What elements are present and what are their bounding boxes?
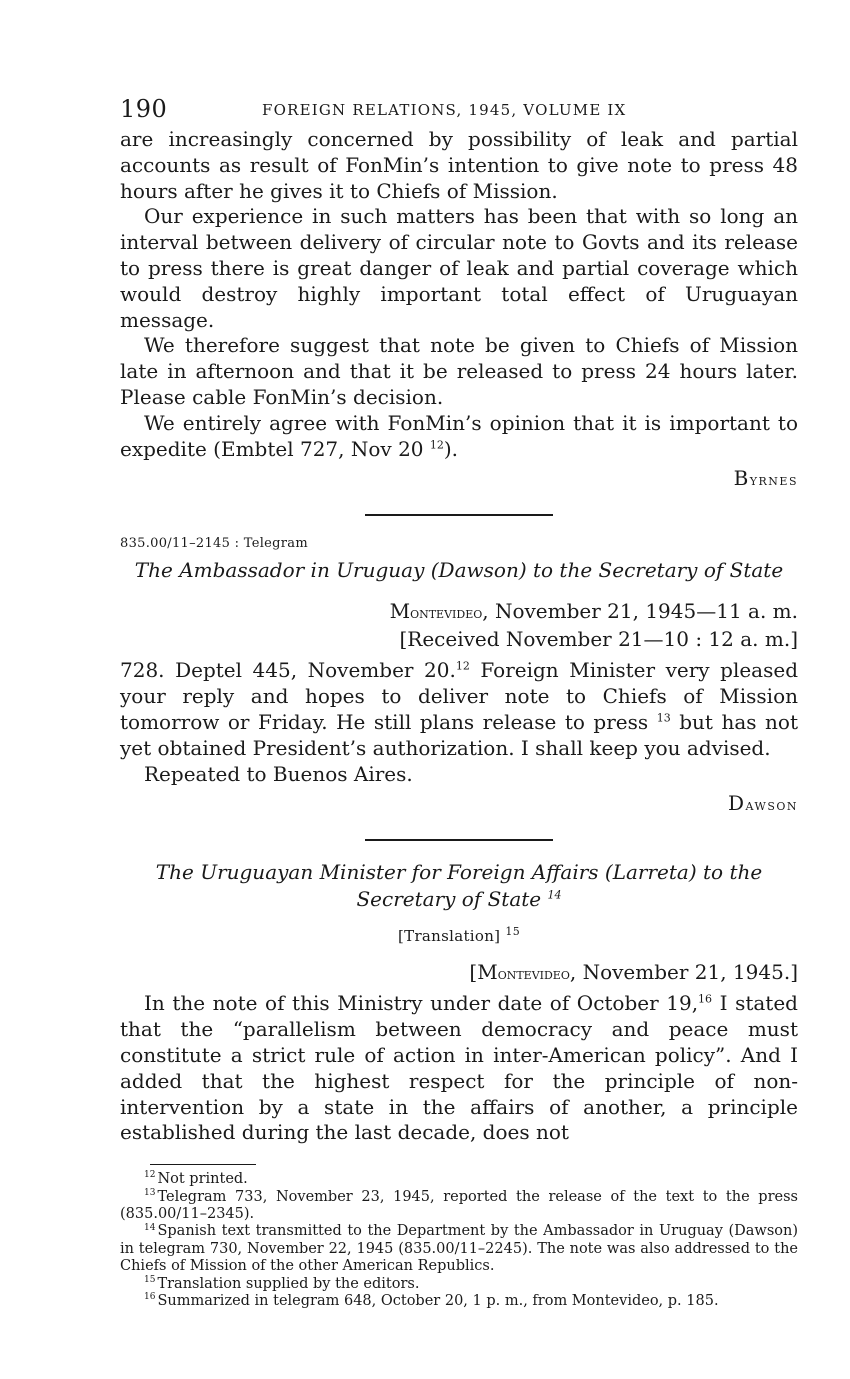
footnote-ref: 12 bbox=[429, 437, 444, 451]
file-number: 835.00/11–2145 : Telegram bbox=[120, 536, 308, 552]
date: , November 21, 1945.] bbox=[569, 960, 798, 985]
bracket: [ bbox=[469, 960, 478, 985]
footnote-text: Translation supplied by the editors. bbox=[157, 1275, 420, 1292]
paragraph-text: Foreign Minister very pleased your reply and hopes to deliver note to Chiefs of Mission tomorrow or Friday. He still plans release to press bbox=[120, 658, 798, 734]
dateline bbox=[120, 598, 798, 626]
signature-rest: awson bbox=[745, 795, 798, 815]
footnote-text: Spanish text transmitted to the Department by the Ambassador in Uruguay (Dawson) in telegram 730, November 22, 1945 (835.00/11–2245). The note was also addressed to the Chiefs of Mission of the other American Republics. bbox=[120, 1223, 798, 1275]
translation-label: [Translation] bbox=[397, 927, 501, 946]
paragraph: Repeated to Buenos Aires. bbox=[144, 761, 413, 786]
signature-dawson bbox=[120, 791, 798, 815]
date: , November 21, 1945—11 a. m. bbox=[482, 599, 798, 624]
footnote bbox=[120, 1276, 798, 1293]
paragraph-end: ). bbox=[443, 436, 459, 461]
place-initial: M bbox=[389, 599, 411, 624]
paragraph-text: I stated that the “parallelism between democracy and peace must constitute a strict rule of action in inter-American policy”. And I added that the highest respect for the principle of non-intervention by a state in the affairs of another, a principle established during the last decade, does not bbox=[120, 991, 798, 1145]
running-head bbox=[120, 95, 798, 127]
paragraph-text: In the note of this Ministry under date of October 19, bbox=[144, 991, 699, 1016]
paragraph bbox=[120, 991, 798, 1146]
paragraph bbox=[120, 658, 798, 761]
place-initial: M bbox=[477, 960, 498, 985]
footnote-ref: 15 bbox=[505, 925, 521, 939]
document-dawson bbox=[120, 536, 798, 815]
paragraph: Our experience in such matters has been that with so long an interval between delivery of circular note to Govts and its release to press there is great danger of leak and partial coverage which would destroy highly important total effect of Uruguayan message. bbox=[120, 204, 798, 332]
page bbox=[120, 95, 798, 1310]
footnotes bbox=[120, 1171, 798, 1310]
dateline bbox=[120, 959, 798, 987]
footnote-ref: 12 bbox=[455, 659, 470, 673]
footnote-text: Not printed. bbox=[157, 1171, 248, 1188]
running-title: FOREIGN RELATIONS, 1945, VOLUME IX bbox=[262, 101, 627, 119]
footnote bbox=[120, 1223, 798, 1275]
signature-initial: B bbox=[733, 466, 750, 491]
document-larreta bbox=[120, 859, 798, 1146]
footnote bbox=[120, 1171, 798, 1188]
received-line: [Received November 21—10 : 12 a. m.] bbox=[399, 627, 798, 652]
footnote-ref: 16 bbox=[698, 992, 713, 1006]
paragraph-text: We entirely agree with FonMin’s opinion that it is important to expedite (Embtel 727, Nov 20 bbox=[120, 410, 798, 461]
footnote-divider bbox=[150, 1164, 256, 1165]
signature-initial: D bbox=[727, 791, 746, 816]
footnote bbox=[120, 1189, 798, 1224]
footnote-number: 13 bbox=[144, 1187, 156, 1198]
document-title bbox=[120, 859, 798, 913]
section-divider bbox=[365, 514, 553, 516]
footnote-text: Summarized in telegram 648, October 20, 1 p. m., from Montevideo, p. 185. bbox=[157, 1292, 719, 1309]
place-rest: ontevideo bbox=[497, 964, 570, 984]
footnote-text: Telegram 733, November 23, 1945, reported the release of the text to the press (835.00/11–2345). bbox=[120, 1188, 798, 1222]
paragraph bbox=[120, 411, 798, 463]
translation-note bbox=[120, 927, 798, 945]
page-number: 190 bbox=[120, 95, 168, 123]
document-title: The Ambassador in Uruguay (Dawson) to the Secretary of State bbox=[134, 558, 784, 583]
document-byrnes bbox=[120, 127, 798, 490]
footnote bbox=[120, 1293, 798, 1310]
footnote-ref: 14 bbox=[547, 888, 562, 902]
place-rest: ontevideo bbox=[410, 603, 483, 623]
footnote-number: 15 bbox=[144, 1274, 156, 1285]
footnote-number: 14 bbox=[144, 1222, 156, 1233]
title-text: The Uruguayan Minister for Foreign Affairs (Larreta) to the Secretary of State bbox=[155, 860, 763, 912]
footnote-ref: 13 bbox=[656, 711, 671, 725]
section-divider bbox=[365, 839, 553, 841]
paragraph: are increasingly concerned by possibility of leak and partial accounts as result of FonMin’s intention to give note to press 48 hours after he gives it to Chiefs of Mission. bbox=[120, 127, 798, 203]
paragraph-text: 728. Deptel 445, November 20. bbox=[120, 658, 456, 683]
signature-rest: yrnes bbox=[749, 470, 798, 490]
signature-byrnes bbox=[120, 466, 798, 490]
footnote-number: 16 bbox=[144, 1292, 156, 1303]
footnote-number: 12 bbox=[144, 1170, 156, 1181]
paragraph: We therefore suggest that note be given to Chiefs of Mission late in afternoon and that it be released to press 24 hours later. Please cable FonMin’s decision. bbox=[120, 333, 798, 409]
paragraph-text: but has not yet obtained President’s authorization. I shall keep you advised. bbox=[120, 709, 799, 760]
